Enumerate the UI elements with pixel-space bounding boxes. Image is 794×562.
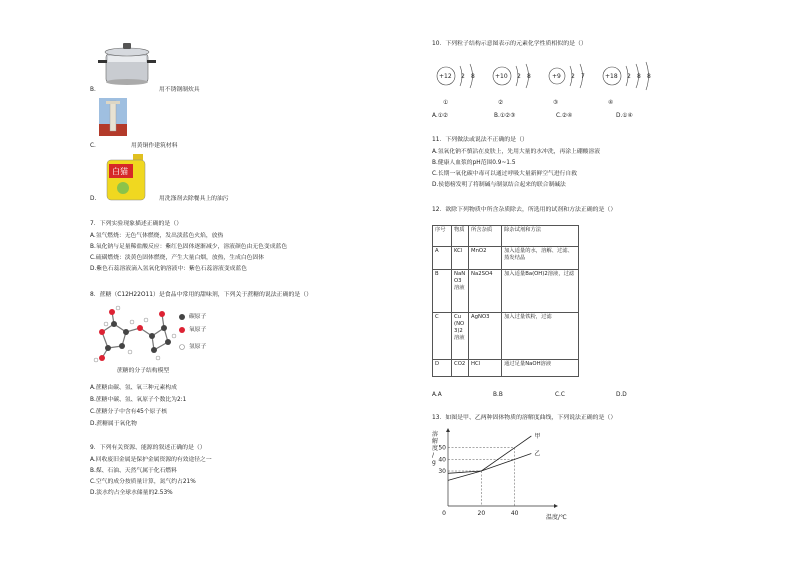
pressure-cooker-image xyxy=(98,40,156,88)
table-header-cell: 除杂试剂和方法 xyxy=(502,226,579,247)
q12-option-c: C.C xyxy=(555,392,565,398)
atom2-shell1: 2 xyxy=(517,73,521,80)
q9-stem: 9．下列有关资源、能源的叙述正确的是（） xyxy=(90,445,206,451)
q12-stem: 12．欲除下列物质中所含杂质除去，所选用的试剂和方法正确的是（） xyxy=(432,207,617,213)
option-d-text: 用洗涤剂去除餐具上的油污 xyxy=(159,196,229,202)
atom3-shell1: 2 xyxy=(571,73,575,80)
series-yi-label: 乙 xyxy=(534,450,541,458)
table-header-cell: 物质 xyxy=(452,226,469,247)
atom1-nucleus: +12 xyxy=(439,73,452,80)
atom1-shell2: 8 xyxy=(471,73,475,80)
table-cell: A xyxy=(433,247,452,270)
table-header-cell: 序号 xyxy=(433,226,452,247)
sucrose-model-image xyxy=(92,302,188,364)
q8-option-d: D.蔗糖属于氧化物 xyxy=(90,421,137,427)
atom4-label: ④ xyxy=(608,100,614,106)
q8-option-a: A.蔗糖由碳、氢、氧三种元素构成 xyxy=(90,385,177,391)
model-caption: 蔗糖的分子结构模型 xyxy=(117,368,170,374)
origin-label: 0 xyxy=(442,510,446,517)
table-cell: 通过足量NaOH溶液 xyxy=(502,360,579,377)
atom-legend-markers xyxy=(177,313,187,353)
q7-option-a: A.氢气燃烧：无色气体燃烧，发出淡蓝色火焰，放热 xyxy=(90,233,224,239)
y-tick-label: 30 xyxy=(438,468,446,475)
q9-option-c: C.空气的成分按质量计算，氮气约占21% xyxy=(90,479,196,485)
table-cell: NaNO3溶液 xyxy=(452,270,469,313)
table-cell: C xyxy=(433,313,452,360)
option-c-text: 用黄铜作建筑材料 xyxy=(131,143,178,149)
table-row xyxy=(433,247,579,270)
y-axis-label-char: g xyxy=(432,459,436,466)
q11-stem: 11．下列做法或说法不正确的是（） xyxy=(432,137,528,143)
atom3-label: ③ xyxy=(553,100,559,106)
q11-option-a: A.氢氧化钠不慎沾在皮肤上，先用大量的水冲洗，再涂上硼酸溶液 xyxy=(432,149,601,155)
q10-stem: 10．下列粒子结构示意图表示的元素化学性质相似的是（） xyxy=(432,41,587,47)
x-axis-label: 温度/℃ xyxy=(546,514,567,520)
q10-option-c: C.②④ xyxy=(556,113,573,119)
option-c-label: C. xyxy=(90,143,96,149)
table-cell: CO2 xyxy=(452,360,469,377)
legend-oxygen-atom: 氧原子 xyxy=(189,327,207,333)
atom4-shell1: 2 xyxy=(627,73,631,80)
series-yi-line xyxy=(448,454,531,474)
table-cell: 加入过量铁粉，过滤 xyxy=(502,313,579,360)
atom-structure-diagrams xyxy=(432,60,652,92)
x-tick-label: 20 xyxy=(477,510,486,517)
table-cell: B xyxy=(433,270,452,313)
q11-option-d: D.侯德榜发明了将制碱与制氨结合起来的联合制碱法 xyxy=(432,182,566,188)
q9-option-d: D.淡水约占全球水储量的2.53% xyxy=(90,490,173,496)
atom4-nucleus: +18 xyxy=(605,73,618,80)
y-axis-label-char: 度 xyxy=(432,445,439,452)
table-cell: AgNO3 xyxy=(469,313,502,360)
y-axis-label-char: / xyxy=(432,452,435,459)
table-cell: HCl xyxy=(469,360,502,377)
detergent-bottle-image xyxy=(103,152,149,202)
table-cell: MnO2 xyxy=(469,247,502,270)
table-row xyxy=(433,313,579,360)
q11-option-b: B.健康人血浆的pH范围0.9~1.5 xyxy=(432,160,516,166)
q7-option-b: B.氧化钠与足量稀盐酸反应：紫红色固体逐渐减少，溶液颜色由无色变成蓝色 xyxy=(90,244,288,250)
table-cell: Cu(NO3)2溶液 xyxy=(452,313,469,360)
q7-option-c: C.硫磺燃烧：淡黄色固体燃烧，产生大量白烟，放热，生成白色固体 xyxy=(90,255,265,261)
atom4-shell3: 8 xyxy=(647,73,651,80)
table-row xyxy=(433,270,579,313)
y-axis-arrow xyxy=(446,428,450,432)
y-tick-label: 50 xyxy=(438,444,446,452)
q12-option-a: A.A xyxy=(432,392,442,398)
table-header-row xyxy=(433,226,579,247)
q10-option-a: A.①② xyxy=(432,113,449,119)
table-cell: 加入适量Ba(OH)2溶液，过滤 xyxy=(502,270,579,313)
series-jia-label: 甲 xyxy=(534,433,541,440)
option-b-label: B. xyxy=(90,87,96,93)
y-tick-label: 40 xyxy=(438,456,446,464)
atom1-shell1: 2 xyxy=(461,73,465,80)
q7-option-d: D.紫色石蕊溶液滴入氢氧化钠溶液中：紫色石蕊溶液变成蓝色 xyxy=(90,266,248,272)
table-cell: Na2SO4 xyxy=(469,270,502,313)
option-d-label: D. xyxy=(90,196,97,202)
q12-option-b: B.B xyxy=(493,392,503,398)
table-cell: 加入适量的水，溶解、过滤、蒸发结晶 xyxy=(502,247,579,270)
y-axis-label-char: 解 xyxy=(432,438,439,445)
atom2-nucleus: +10 xyxy=(495,73,508,80)
q13-stem: 13．如图是甲、乙两种固体物质的溶解度曲线，下列说法正确的是（） xyxy=(432,415,617,421)
atom2-shell2: 8 xyxy=(527,73,531,80)
table-header-cell: 所含杂质 xyxy=(469,226,502,247)
y-axis-label-char: 溶 xyxy=(432,431,439,438)
q10-option-d: D.①④ xyxy=(616,113,633,119)
q11-option-c: C.长期一氧化碳中毒可以通过呼吸大量新鲜空气进行自救 xyxy=(432,171,578,177)
atom3-nucleus: +9 xyxy=(552,73,561,80)
q10-option-b: B.①②③ xyxy=(494,113,516,119)
atom3-shell2: 7 xyxy=(581,73,585,80)
table-cell: KCl xyxy=(452,247,469,270)
q8-option-b: B.蔗糖中碳、氢、氧原子个数比为2:1 xyxy=(90,397,187,403)
q8-option-c: C.蔗糖分子中含有45个原子核 xyxy=(90,409,168,415)
x-tick-label: 40 xyxy=(510,510,519,517)
atom4-shell2: 8 xyxy=(637,73,641,80)
impurity-table xyxy=(432,225,579,377)
q8-stem: 8．蔗糖（C12H22O11）是食品中常用的甜味剂，下列关于蔗糖的说法正确的是（） xyxy=(90,292,313,298)
x-axis-arrow xyxy=(554,504,558,508)
atom2-label: ② xyxy=(498,100,504,106)
legend-carbon-atom: 碳原子 xyxy=(189,314,207,320)
legend-hydrogen-atom: 氢原子 xyxy=(189,344,207,350)
option-b-text: 用不锈钢制炊具 xyxy=(159,87,200,93)
solubility-chart xyxy=(430,428,570,520)
building-image xyxy=(99,98,127,136)
detergent-brand-text: 白猫 xyxy=(112,167,128,176)
atom1-label: ① xyxy=(443,100,449,106)
q9-option-b: B.煤、石油、天然气属于化石燃料 xyxy=(90,468,177,474)
q9-option-a: A.回收废旧金属是保护金属资源的有效途径之一 xyxy=(90,457,212,463)
q7-stem: 7．下列实验现象描述正确的是（） xyxy=(90,221,183,227)
q12-option-d: D.D xyxy=(616,392,627,398)
table-cell: D xyxy=(433,360,452,377)
table-row xyxy=(433,360,579,377)
